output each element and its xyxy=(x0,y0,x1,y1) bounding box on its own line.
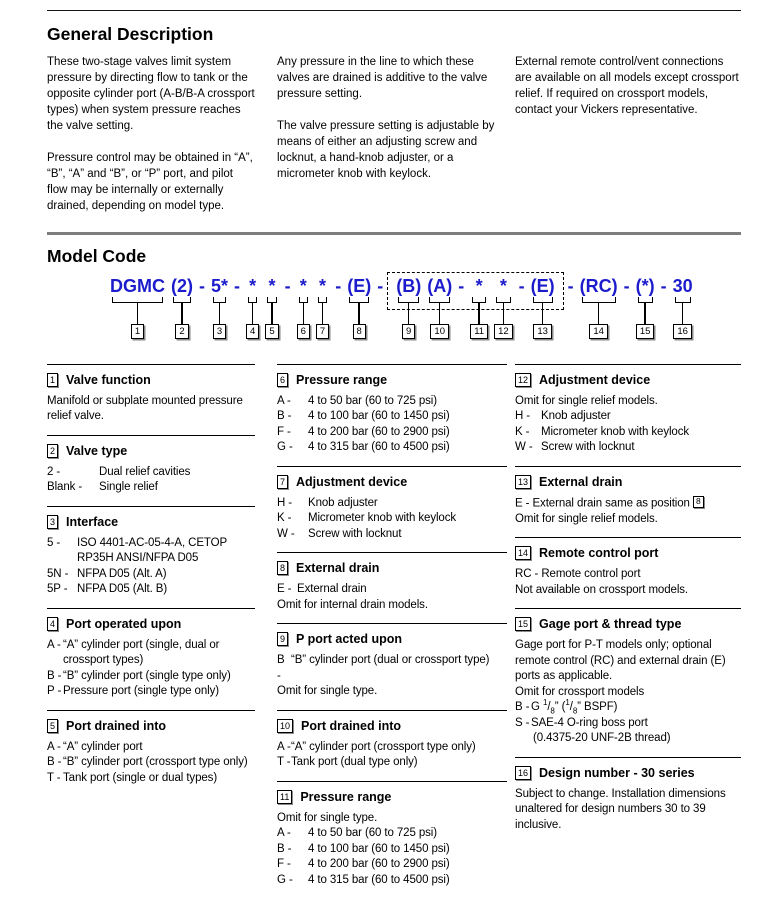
key-section-10 xyxy=(277,710,507,781)
segment-number-box: 1 xyxy=(131,324,144,339)
key-note: RC - Remote control port xyxy=(515,568,641,581)
key-entry-code: A - xyxy=(277,827,291,840)
key-entry-code: F - xyxy=(277,425,291,438)
section-number-box: 8 xyxy=(277,561,288,575)
key-entry-text: 4 to 315 bar (60 to 4500 psi) xyxy=(308,873,450,886)
key-entry-code: H - xyxy=(515,410,531,423)
key-section-14 xyxy=(515,537,741,608)
key-entry-text: “B” cylinder port (dual or crossport type) xyxy=(291,654,490,667)
segment-stem-line xyxy=(322,303,324,324)
key-note: Not available on crossport models. xyxy=(515,583,689,596)
key-note: Omit for single type. xyxy=(277,811,378,824)
model-code-segment-label: (A) xyxy=(427,275,453,296)
key-section-11 xyxy=(277,781,507,898)
section-header xyxy=(515,475,741,489)
section-header xyxy=(277,632,507,646)
key-note: E - External drain same as position 8 xyxy=(515,496,741,512)
section-title: Port drained into xyxy=(301,718,402,733)
section-number-box: 3 xyxy=(47,515,58,529)
general-description-column xyxy=(277,54,507,230)
model-code-segment-16 xyxy=(673,276,693,339)
key-entry-code: 5P - xyxy=(47,583,68,596)
paragraph: Pressure control may be obtained in “A”, “B”, “A” and “B”, or “P” port, and pilot flow may be internally or externally drained, depending on model type. xyxy=(47,152,253,212)
key-section-2 xyxy=(47,435,255,506)
key-entry xyxy=(47,740,255,756)
key-section-16 xyxy=(515,757,741,844)
section-title: Valve function xyxy=(66,372,151,387)
section-header xyxy=(47,719,255,733)
section-header xyxy=(515,766,741,780)
key-entry-code: G - xyxy=(277,441,293,454)
segment-stem-line xyxy=(303,303,305,324)
section-header xyxy=(277,475,507,489)
section-title: Valve type xyxy=(66,443,128,458)
model-code-diagram xyxy=(107,276,741,339)
model-code-segment-7 xyxy=(316,276,329,339)
key-section-1 xyxy=(47,364,255,435)
model-code-separator: - xyxy=(377,275,384,296)
general-description-column xyxy=(47,54,255,230)
segment-stem-line xyxy=(682,303,684,324)
key-entry xyxy=(515,716,741,732)
section-header xyxy=(277,561,507,575)
segment-number-box: 12 xyxy=(494,324,513,339)
key-note: Omit for single relief models. xyxy=(515,512,658,525)
key-entry xyxy=(277,409,507,425)
section-title: Adjustment device xyxy=(539,372,651,387)
key-entry xyxy=(277,857,507,873)
key-section-6 xyxy=(277,364,507,466)
key-entry-text: 4 to 100 bar (60 to 1450 psi) xyxy=(308,842,450,855)
key-entry-code: E - xyxy=(277,583,292,596)
key-entry xyxy=(47,567,255,583)
key-note: Omit for crossport models xyxy=(515,685,645,698)
section-title: Adjustment device xyxy=(296,474,408,489)
model-code-segment-10 xyxy=(427,276,452,339)
section-title: External drain xyxy=(296,561,380,576)
key-entry-text: Tank port (single or dual types) xyxy=(63,771,218,784)
segment-stem-line xyxy=(408,303,410,324)
key-entry xyxy=(515,440,741,456)
model-code-separator: - xyxy=(518,275,525,296)
model-code-segment-5 xyxy=(265,276,278,339)
key-entry-text: Knob adjuster xyxy=(541,410,611,423)
segment-number-box: 11 xyxy=(470,324,488,339)
section-number-box: 12 xyxy=(515,373,531,387)
key-entry xyxy=(277,755,507,771)
key-entry xyxy=(515,700,741,716)
key-entry-text: 4 to 50 bar (60 to 725 psi) xyxy=(308,827,437,840)
key-entry-text: 4 to 100 bar (60 to 1450 psi) xyxy=(308,410,450,423)
model-code-key-column xyxy=(277,364,507,898)
model-code-key-column xyxy=(515,364,741,898)
key-entry-text: ISO 4401-AC-05-4-A, CETOP RP35H ANSI/NFPA D05 xyxy=(77,536,227,565)
model-code-segment-8 xyxy=(347,276,371,339)
general-description-columns xyxy=(47,54,741,230)
section-number-box: 6 xyxy=(277,373,288,387)
section-header xyxy=(515,546,741,560)
key-section-8 xyxy=(277,552,507,623)
key-entry xyxy=(47,755,255,771)
paragraph: Any pressure in the line to which these valves are drained is additive to the valve pressure setting. xyxy=(277,56,488,100)
segment-number-box: 5 xyxy=(265,324,278,339)
key-entry-text: NFPA D05 (Alt. B) xyxy=(77,583,168,596)
key-entry-text: Micrometer knob with keylock xyxy=(541,425,690,438)
key-entry-code: 5 - xyxy=(47,536,61,549)
section-number-box: 11 xyxy=(277,790,292,804)
key-entry-code: K - xyxy=(515,425,530,438)
section-title: Port operated upon xyxy=(66,616,182,631)
segment-number-box: 9 xyxy=(402,324,415,339)
key-section-12 xyxy=(515,364,741,466)
section-title: Gage port & thread type xyxy=(539,617,682,632)
key-entry-code: T - xyxy=(47,771,61,784)
key-section-15 xyxy=(515,608,741,757)
segment-stem-line xyxy=(503,303,505,324)
key-entry-text: Knob adjuster xyxy=(308,496,378,509)
model-code-segment-9 xyxy=(396,276,421,339)
key-entry-text: 4 to 315 bar (60 to 4500 psi) xyxy=(308,441,450,454)
segment-stem-line xyxy=(358,303,360,324)
section-number-box: 7 xyxy=(277,475,288,489)
key-entry xyxy=(515,409,741,425)
key-entry-code: W - xyxy=(515,441,533,454)
model-code-segment-label: * xyxy=(249,275,257,296)
key-note: Gage port for P-T models only; optional remote control (RC) and external drain (E) ports as applicable. xyxy=(515,639,726,683)
key-entry xyxy=(47,669,255,685)
key-entry-text: “B” cylinder port (single type only) xyxy=(63,669,231,682)
segment-stem-line xyxy=(542,303,544,324)
key-entry-text: G $^1/_8$” ($^1/_8$” BSPF) xyxy=(531,698,618,716)
key-entry xyxy=(515,425,741,441)
model-code-separator: - xyxy=(335,275,342,296)
model-code-segment-label: (*) xyxy=(635,275,655,296)
model-code-segment-6 xyxy=(297,276,310,339)
key-entry xyxy=(47,771,255,787)
key-entry-code: A - xyxy=(47,638,61,651)
key-entry-code: B - xyxy=(277,410,292,423)
key-entry-text: Dual relief cavities xyxy=(99,465,191,478)
segment-number-box: 8 xyxy=(353,324,366,339)
key-note: Manifold or subplate mounted pressure relief valve. xyxy=(47,394,243,423)
model-code-segment-label: 5* xyxy=(211,275,229,296)
key-entry-code: Blank - xyxy=(47,481,83,494)
section-header xyxy=(47,617,255,631)
key-entry-code: 2 - xyxy=(47,465,61,478)
key-entry-code: B - xyxy=(277,654,285,682)
key-entry xyxy=(277,425,507,441)
key-section-13 xyxy=(515,466,741,538)
key-entry-text: “A” cylinder port (crossport type only) xyxy=(291,740,476,753)
section-title: Pressure range xyxy=(300,789,392,804)
key-entry-text: “A” cylinder port xyxy=(63,740,143,753)
key-entry xyxy=(47,582,255,598)
model-code-segment-label: (E) xyxy=(530,275,555,296)
key-entry-code: H - xyxy=(277,496,293,509)
key-section-5 xyxy=(47,710,255,797)
key-entry-text: 4 to 200 bar (60 to 2900 psi) xyxy=(308,858,450,871)
model-code-separator: - xyxy=(567,275,574,296)
key-entry-code: B - xyxy=(277,842,292,855)
segment-stem-line xyxy=(644,303,646,324)
paragraph: The valve pressure setting is adjustable by means of either an adjusting screw and locknut, a hand-knob adjuster, or a micrometer knob with keylock. xyxy=(277,120,495,180)
model-code-separator: - xyxy=(458,275,465,296)
segment-number-box: 14 xyxy=(589,324,608,339)
key-entry-code: P - xyxy=(47,685,62,698)
key-entry-text: External drain xyxy=(297,583,367,596)
section-number-box: 1 xyxy=(47,373,58,387)
key-section-3 xyxy=(47,506,255,608)
model-code-segment-12 xyxy=(494,276,513,339)
key-entry-text: Screw with locknut xyxy=(308,527,402,540)
key-entry-code: B - xyxy=(515,701,530,714)
section-number-box: 16 xyxy=(515,766,531,780)
segment-number-box: 7 xyxy=(316,324,329,339)
model-code-heading: Model Code xyxy=(47,245,147,266)
model-code-segment-label: (B) xyxy=(396,275,422,296)
segment-stem-line xyxy=(271,303,273,324)
model-code-segment-label: * xyxy=(475,275,483,296)
key-entry-code: W - xyxy=(277,527,295,540)
segment-number-box: 2 xyxy=(175,324,188,339)
key-entry-text: “A” cylinder port (single, dual or crossport types) xyxy=(63,638,220,667)
position-8-ref-box: 8 xyxy=(693,496,704,508)
model-code-segment-15 xyxy=(636,276,655,339)
key-entry xyxy=(47,536,255,567)
model-code-separator: - xyxy=(623,275,630,296)
model-code-segment-14 xyxy=(580,276,618,339)
section-title: Interface xyxy=(66,514,119,529)
model-code-segment-2 xyxy=(171,276,193,339)
key-note: Subject to change. Installation dimensions unaltered for design numbers 30 to 39 inclusive. xyxy=(515,787,726,831)
section-title: P port acted upon xyxy=(296,632,403,647)
key-note: Omit for single type. xyxy=(277,685,378,698)
key-entry-text: 4 to 200 bar (60 to 2900 psi) xyxy=(308,425,450,438)
model-code-segment-label: DGMC xyxy=(110,275,165,296)
key-entry xyxy=(277,394,507,410)
section-number-box: 5 xyxy=(47,719,58,733)
section-title: Pressure range xyxy=(296,372,388,387)
key-entry-text: 4 to 50 bar (60 to 725 psi) xyxy=(308,394,437,407)
model-code-key-column xyxy=(47,364,255,898)
key-note: (0.4375-20 UNF-2B thread) xyxy=(533,732,671,745)
paragraph: These two-stage valves limit system pressure by directing flow to tank or the opposite cylinder port (A-B/B-A crossport types) when system pressure reaches the valve setting. xyxy=(47,56,255,132)
segment-number-box: 4 xyxy=(246,324,259,339)
section-divider-rule xyxy=(47,232,741,235)
segment-stem-line xyxy=(478,303,480,324)
model-code-key-columns xyxy=(47,364,741,898)
model-code-segment-label: * xyxy=(499,275,507,296)
key-entry-code: A - xyxy=(47,740,61,753)
key-entry-text: SAE-4 O-ring boss port xyxy=(531,716,648,729)
key-section-7 xyxy=(277,466,507,553)
segment-stem-line xyxy=(439,303,441,324)
model-code-separator: - xyxy=(660,275,667,296)
model-code-segment-label: (RC) xyxy=(579,275,618,296)
key-entry-text: “B” cylinder port (crossport type only) xyxy=(63,756,248,769)
section-title: Remote control port xyxy=(539,546,659,561)
section-number-box: 13 xyxy=(515,475,531,489)
general-description-column xyxy=(515,54,741,230)
segment-stem-line xyxy=(181,303,183,324)
model-code-segment-11 xyxy=(470,276,488,339)
key-entry-text: Single relief xyxy=(99,481,158,494)
key-entry xyxy=(47,684,255,700)
key-entry-code: K - xyxy=(277,512,292,525)
section-number-box: 4 xyxy=(47,617,58,631)
segment-number-box: 16 xyxy=(673,324,692,339)
key-entry-code: G - xyxy=(277,873,293,886)
paragraph: External remote control/vent connections are available on all models except crossport relief. If required on crossport models, contact your Vickers representative. xyxy=(515,56,739,116)
key-entry-code: B - xyxy=(47,669,62,682)
section-number-box: 15 xyxy=(515,617,531,631)
segment-stem-line xyxy=(252,303,254,324)
model-code-segment-label: (E) xyxy=(347,275,372,296)
model-code-separator: - xyxy=(199,275,205,296)
section-header xyxy=(515,373,741,387)
key-entry xyxy=(277,842,507,858)
key-entry xyxy=(47,465,255,481)
section-header xyxy=(47,515,255,529)
segment-stem-line xyxy=(137,303,139,324)
general-description-heading: General Description xyxy=(47,24,214,44)
model-code-segment-label: * xyxy=(299,275,307,296)
top-rule xyxy=(47,10,741,11)
model-code-separator: - xyxy=(284,275,291,296)
model-code-segment-1 xyxy=(110,276,165,339)
key-section-4 xyxy=(47,608,255,710)
model-code-segment-13 xyxy=(531,276,555,339)
model-code-segment-label: * xyxy=(319,275,327,296)
key-entry-text: Tank port (dual type only) xyxy=(291,756,418,769)
model-code-separator: - xyxy=(234,275,241,296)
key-entry xyxy=(277,740,507,756)
dual-relief-dashed-group xyxy=(387,276,563,339)
key-note: Omit for single relief models. xyxy=(515,394,658,407)
key-entry xyxy=(277,440,507,456)
key-entry xyxy=(277,511,507,527)
segment-number-box: 13 xyxy=(533,324,552,339)
key-entry xyxy=(277,653,507,684)
key-entry-code: 5N - xyxy=(47,567,69,580)
segment-number-box: 3 xyxy=(213,324,226,339)
key-entry xyxy=(47,480,255,496)
key-entry-code: B - xyxy=(47,756,62,769)
key-entry xyxy=(277,527,507,543)
key-entry xyxy=(277,873,507,889)
segment-number-box: 10 xyxy=(430,324,449,339)
model-code-segment-label: 30 xyxy=(672,275,693,296)
key-entry xyxy=(277,826,507,842)
section-title: External drain xyxy=(539,474,623,489)
segment-number-box: 15 xyxy=(636,324,655,339)
model-code-segment-label: * xyxy=(268,275,276,296)
key-section-9 xyxy=(277,623,507,710)
model-code-segment-3 xyxy=(211,276,228,339)
key-entry-text: Micrometer knob with keylock xyxy=(308,512,457,525)
key-note: Omit for internal drain models. xyxy=(277,598,428,611)
key-entry-text: Screw with locknut xyxy=(541,441,635,454)
section-number-box: 2 xyxy=(47,444,58,458)
key-entry-code: A - xyxy=(277,394,291,407)
section-number-box: 9 xyxy=(277,632,288,646)
section-title: Port drained into xyxy=(66,718,167,733)
key-entry-text: Pressure port (single type only) xyxy=(63,685,219,698)
section-number-box: 14 xyxy=(515,546,531,560)
key-entry-code: T - xyxy=(277,756,291,769)
key-entry-code: S - xyxy=(515,716,530,729)
section-header xyxy=(47,444,255,458)
section-number-box: 10 xyxy=(277,719,293,733)
key-entry-code: F - xyxy=(277,858,291,871)
key-entry xyxy=(47,638,255,669)
segment-number-box: 6 xyxy=(297,324,310,339)
model-code-segment-label: (2) xyxy=(171,275,193,296)
section-title: Design number - 30 series xyxy=(539,765,695,780)
key-entry xyxy=(277,582,507,598)
segment-stem-line xyxy=(219,303,221,324)
section-header xyxy=(277,373,507,387)
section-header xyxy=(515,617,741,631)
key-entry xyxy=(277,496,507,512)
section-header xyxy=(277,719,507,733)
section-header xyxy=(277,790,507,804)
section-header xyxy=(47,373,255,387)
key-entry-text: NFPA D05 (Alt. A) xyxy=(77,567,167,580)
segment-stem-line xyxy=(598,303,600,324)
key-entry-code: A - xyxy=(277,740,291,753)
model-code-segment-4 xyxy=(246,276,259,339)
